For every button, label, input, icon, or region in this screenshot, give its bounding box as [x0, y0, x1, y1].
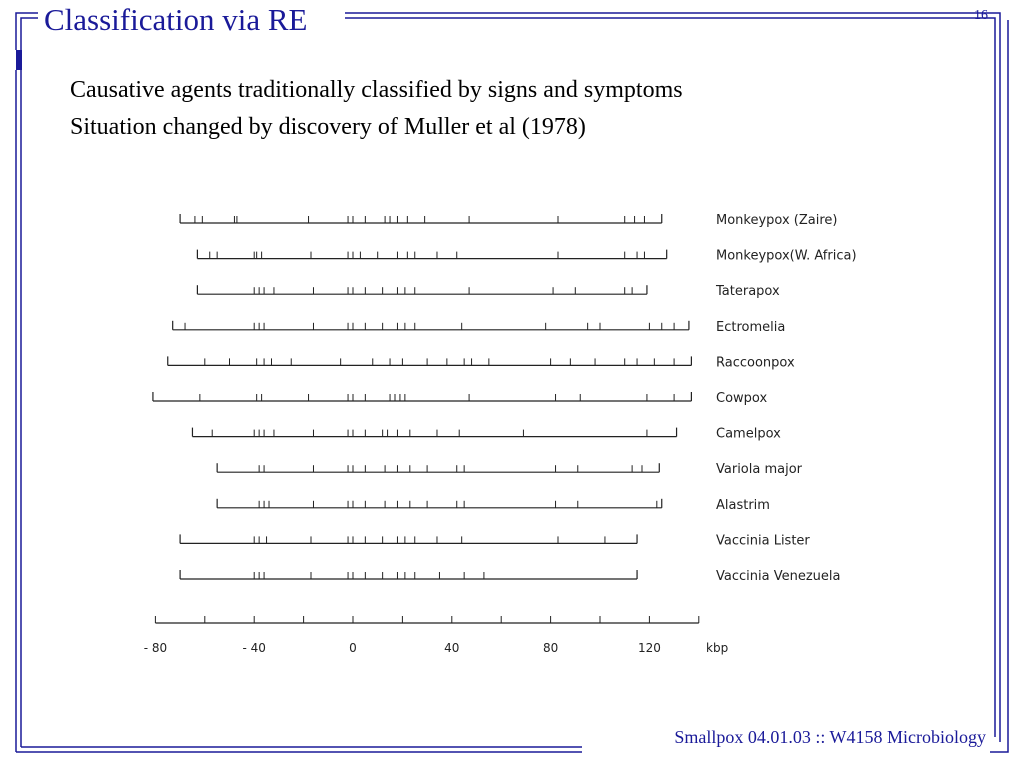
strain-11-label: Vaccinia Venezuela — [716, 569, 841, 584]
footer-text: Smallpox 04.01.03 :: W4158 Microbiology — [674, 727, 986, 747]
axis-tick-label: 120 — [637, 641, 661, 655]
axis-tick-label: 80 — [542, 641, 559, 655]
strain-8-label: Variola major — [716, 462, 803, 478]
strain-10-label: Vaccinia Lister — [716, 533, 810, 549]
axis-tick-label: - 40 — [242, 641, 266, 655]
strain-2-label: Monkeypox(W. Africa) — [716, 248, 857, 264]
page-number: 16 — [974, 8, 988, 23]
strain-1-label: Monkeypox (Zaire) — [716, 213, 838, 228]
strain-4-label: Ectromelia — [716, 319, 786, 335]
axis-unit-label: kbp — [706, 641, 729, 655]
body-line-2: Situation changed by discovery of Muller et al (1978) — [70, 114, 586, 140]
axis-tick-label: - 80 — [143, 641, 168, 655]
body-line-1: Causative agents traditionally classified by signs and symptoms — [70, 77, 683, 103]
strain-6-label: Cowpox — [716, 391, 768, 406]
axis-tick-label: 40 — [444, 641, 460, 655]
strain-9-label: Alastrim — [716, 497, 770, 513]
strain-5-label: Raccoonpox — [716, 355, 795, 371]
strain-7-label: Camelpox — [716, 426, 781, 442]
strain-3-label: Taterapox — [716, 284, 780, 300]
axis-tick-label: 0 — [349, 641, 357, 655]
slide-title: Classification via RE — [44, 2, 308, 37]
